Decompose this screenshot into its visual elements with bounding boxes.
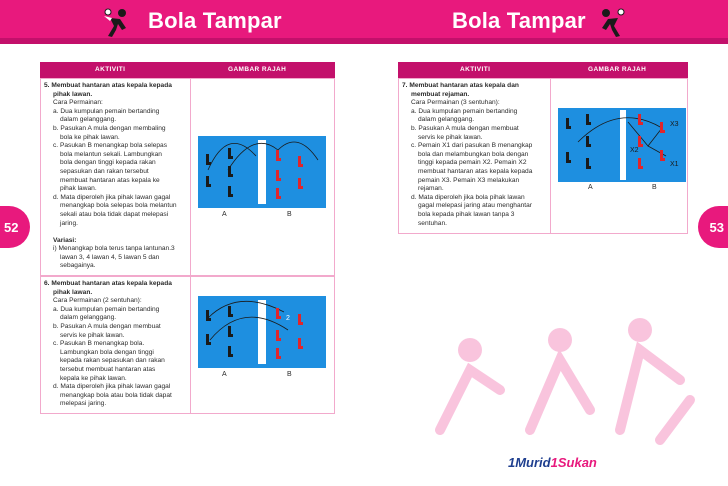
team-a-label: A [588,184,593,191]
team-b-label: B [287,211,292,218]
activity-lines [44,297,189,409]
activity-line: a. Dua kumpulan pemain bertanding [411,107,518,115]
activity-heading: membuat rejaman. [411,90,470,98]
activity-line: sentuhan. [418,219,447,227]
marker-label: 2 [286,315,290,322]
activity-line: bola dengan tinggi kepada rakan [60,159,156,167]
activity-line: gagal melepasi jaring atau menghantar [418,202,532,210]
activity-line: sebagainya. [60,262,96,270]
page-title-left: Bola Tampar [148,8,282,33]
activity-line: sepasukan dan rakan tersebut [60,167,149,175]
activity-line: membuat hantaran atas kepala ke [60,176,160,184]
activity-line: dalam gelanggang. [418,116,475,124]
volleyball-court-diagram [558,102,686,182]
activity-line [44,228,189,237]
column-divider [190,78,191,414]
athletes-watermark-illustration [420,280,720,450]
activity-line: b. Pasukan A mula dengan membuat [411,124,519,132]
page-title-right: Bola Tampar [452,8,586,33]
activity-line: i) Menangkap bola terus tanpa lantunan.3 [53,245,175,253]
activity-line: sekali atau bola tidak dapat melepasi [60,210,169,218]
team-b-label: B [287,371,292,378]
brand-logo [508,455,597,470]
activity-item [402,82,550,228]
volleyball-court-diagram [198,290,326,368]
activity-line: servis ke pihak lawan. [60,331,125,339]
activity-line: d. Mata diperoleh jika bola pihak lawan [411,193,525,201]
player-label-x1: X1 [670,161,679,168]
activity-line: d. Mata diperoleh jika pihak lawan gagal [53,383,171,391]
activity-line: tersebut membuat hantaran atas [60,365,156,373]
volleyball-player-logo-icon [594,6,628,40]
activity-line: c. Pasukan B menangkap bola selepas [53,142,167,150]
activity-line: bola ke pihak lawan. [60,133,120,141]
activity-line: bola dan melambungkan bola dengan [418,150,529,158]
table-header-right [398,62,688,78]
volleyball-court-diagram [198,130,326,208]
page-number-left: 52 [0,206,30,248]
activity-line: b. Pasukan A mula dengan membaling [53,124,166,132]
column-header-diagram: GAMBAR RAJAH [588,66,647,73]
player-label-x3: X3 [670,121,679,128]
activity-line: rejaman. [418,185,444,193]
activity-line: b. Pasukan A mula dengan membuat [53,322,161,330]
activity-line: kepada rakan sepasukan dan rakan [60,357,165,365]
column-header-activity: AKTIVITI [95,66,126,73]
activity-heading: 6. Membuat hantaran atas kepala kepada [44,280,172,287]
team-a-label: A [222,211,227,218]
activity-lines [402,99,550,228]
net [258,140,266,204]
activity-heading: pihak lawan. [53,90,93,98]
net [258,300,266,364]
activity-line: d. Mata diperoleh jika pihak lawan gagal [53,193,171,201]
activity-line: lawan 3, 4 lawan 4, 5 lawan 5 dan [60,253,160,261]
activity-line: Cara Permainan (3 sentuhan): [411,99,500,107]
activity-lines [44,99,189,271]
activity-line: dalam gelanggang. [60,314,117,322]
column-header-diagram: GAMBAR RAJAH [228,66,287,73]
activity-line: pemain X3. Pemain X3 melakukan [418,176,520,184]
activity-line: membuat hantaran atas kepala kepada [418,167,533,175]
player-label-x2: X2 [630,147,639,154]
activity-item [44,82,189,271]
activity-line: Lambungkan bola dengan tinggi [60,348,154,356]
activity-item [44,280,189,409]
activity-line: jaring. [60,219,78,227]
activity-line: a. Dua kumpulan pemain bertanding [53,107,160,115]
activity-line: dalam gelanggang. [60,116,117,124]
net [620,110,626,180]
activity-line: c. Pasukan B menangkap bola. [53,340,145,348]
activity-line: servis ke pihak lawan. [418,133,483,141]
brand-part-1: 1Murid [508,455,551,470]
activity-line: Cara Permainan: [53,99,103,107]
activity-heading: pihak lawan. [53,288,93,296]
activity-line: pihak lawan. [60,185,97,193]
activity-line: Cara Permainan (2 sentuhan): [53,297,142,305]
activity-line: c. Pemain X1 dari pasukan B menangkap [411,142,533,150]
volleyball-player-logo-icon [100,6,134,40]
activity-line: menangkap bola atau bola tidak dapat [60,391,172,399]
team-a-label: A [222,371,227,378]
activity-line: menangkap bola selepas bola melantun [60,202,177,210]
activity-line: kepala ke pihak lawan. [60,374,127,382]
team-b-label: B [652,184,657,191]
column-divider [550,78,551,234]
activity-heading: 5. Membuat hantaran atas kepala kepada [44,82,172,89]
activity-heading: 7. Membuat hantaran atas kepala dan [402,82,519,89]
activity-line: bola melantun sekali. Lambungkan [60,150,162,158]
activity-line: tinggi kepada pemain X2. Pemain X2 [418,159,527,167]
table-header-left [40,62,335,78]
page-number-right: 53 [698,206,728,248]
brand-part-2: 1Sukan [550,455,597,470]
activity-line: melepasi jaring. [60,400,107,408]
activity-line: bola kepada pihak lawan tanpa 3 [418,210,515,218]
column-header-activity: AKTIVITI [460,66,491,73]
activity-line: Variasi: [53,236,77,244]
activity-line: a. Dua kumpulan pemain bertanding [53,305,160,313]
